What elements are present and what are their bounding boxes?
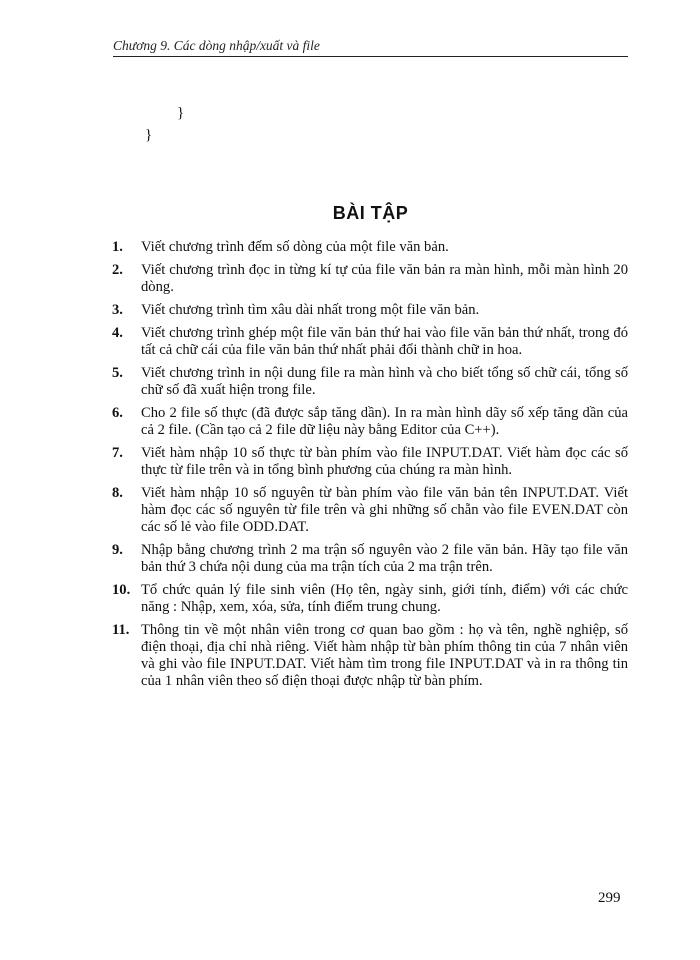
exercise-item-11 — [112, 622, 628, 690]
page-number: 299 — [598, 890, 621, 906]
exercise-list — [112, 239, 628, 696]
exercise-text: Nhập bằng chương trình 2 ma trận số nguyên vào 2 file văn bản. Hãy tạo file văn bản thứ 3 chứa nội dung của ma trận tích của 2 ma trận trên. — [141, 542, 628, 575]
exercise-text: Viết hàm nhập 10 số thực từ bàn phím vào file INPUT.DAT. Viết hàm đọc các số thực từ file trên và in tổng bình phương của chúng ra màn hình. — [141, 445, 628, 478]
exercise-text: Cho 2 file số thực (đã được sắp tăng dần). In ra màn hình dãy số xếp tăng dần của cả 2 file. (Cần tạo cả 2 file dữ liệu này bằng Editor của C++). — [141, 405, 628, 438]
exercise-number: 1. — [112, 239, 123, 255]
exercise-text: Viết hàm nhập 10 số nguyên từ bàn phím vào file văn bản tên INPUT.DAT. Viết hàm đọc các số nguyên từ file trên và ghi những số chẵn vào file EVEN.DAT còn các số lẻ vào file ODD.DAT. — [141, 485, 628, 535]
exercise-text: Viết chương trình đếm số dòng của một file văn bản. — [141, 239, 449, 255]
exercise-item-6 — [112, 405, 628, 439]
code-closing-brace-outer: } — [145, 127, 153, 143]
exercise-item-9 — [112, 542, 628, 576]
exercise-item-8 — [112, 485, 628, 536]
code-closing-brace-inner: } — [177, 105, 185, 121]
exercise-text: Tổ chức quản lý file sinh viên (Họ tên, ngày sinh, giới tính, điểm) với các chức năng : Nhập, xem, xóa, sửa, tính điểm trung chung. — [141, 582, 628, 615]
exercise-item-7 — [112, 445, 628, 479]
exercise-number: 5. — [112, 365, 123, 381]
running-header — [113, 34, 628, 57]
section-title: BÀI TẬP — [332, 203, 409, 223]
exercise-text: Thông tin về một nhân viên trong cơ quan bao gồm : họ và tên, nghề nghiệp, số điện thoại, địa chỉ nhà riêng. Viết hàm nhập từ bàn phím thông tin của 7 nhân viên và ghi vào file INPUT.DAT. Viết hàm tìm trong file INPUT.DAT và in ra thông tin của 1 nhân viên theo số điện thoại được nhập từ bàn phím. — [141, 622, 628, 689]
exercise-number: 7. — [112, 445, 123, 461]
exercise-item-2 — [112, 262, 628, 296]
chapter-header-title: Chương 9. Các dòng nhập/xuất và file — [113, 38, 320, 53]
exercise-text: Viết chương trình đọc in từng kí tự của file văn bản ra màn hình, mỗi màn hình 20 dòng. — [141, 262, 628, 295]
exercise-item-3 — [112, 302, 628, 319]
exercise-text: Viết chương trình ghép một file văn bản thứ hai vào file văn bản thứ nhất, trong đó tất cả chữ cái của file văn bản thứ nhất phải đổi thành chữ in hoa. — [141, 325, 628, 358]
exercise-number: 4. — [112, 325, 123, 341]
exercise-number: 10. — [112, 582, 131, 598]
exercise-item-1 — [112, 239, 628, 256]
exercise-text: Viết chương trình in nội dung file ra màn hình và cho biết tổng số chữ cái, tổng số chữ số đã xuất hiện trong file. — [141, 365, 628, 398]
exercise-text: Viết chương trình tìm xâu dài nhất trong một file văn bản. — [141, 302, 480, 318]
exercise-number: 9. — [112, 542, 123, 558]
exercise-number: 8. — [112, 485, 123, 501]
exercise-number: 11. — [112, 622, 130, 638]
exercise-number: 3. — [112, 302, 123, 318]
exercise-number: 2. — [112, 262, 123, 278]
exercise-number: 6. — [112, 405, 123, 421]
exercise-item-5 — [112, 365, 628, 399]
exercise-item-10 — [112, 582, 628, 616]
exercise-item-4 — [112, 325, 628, 359]
